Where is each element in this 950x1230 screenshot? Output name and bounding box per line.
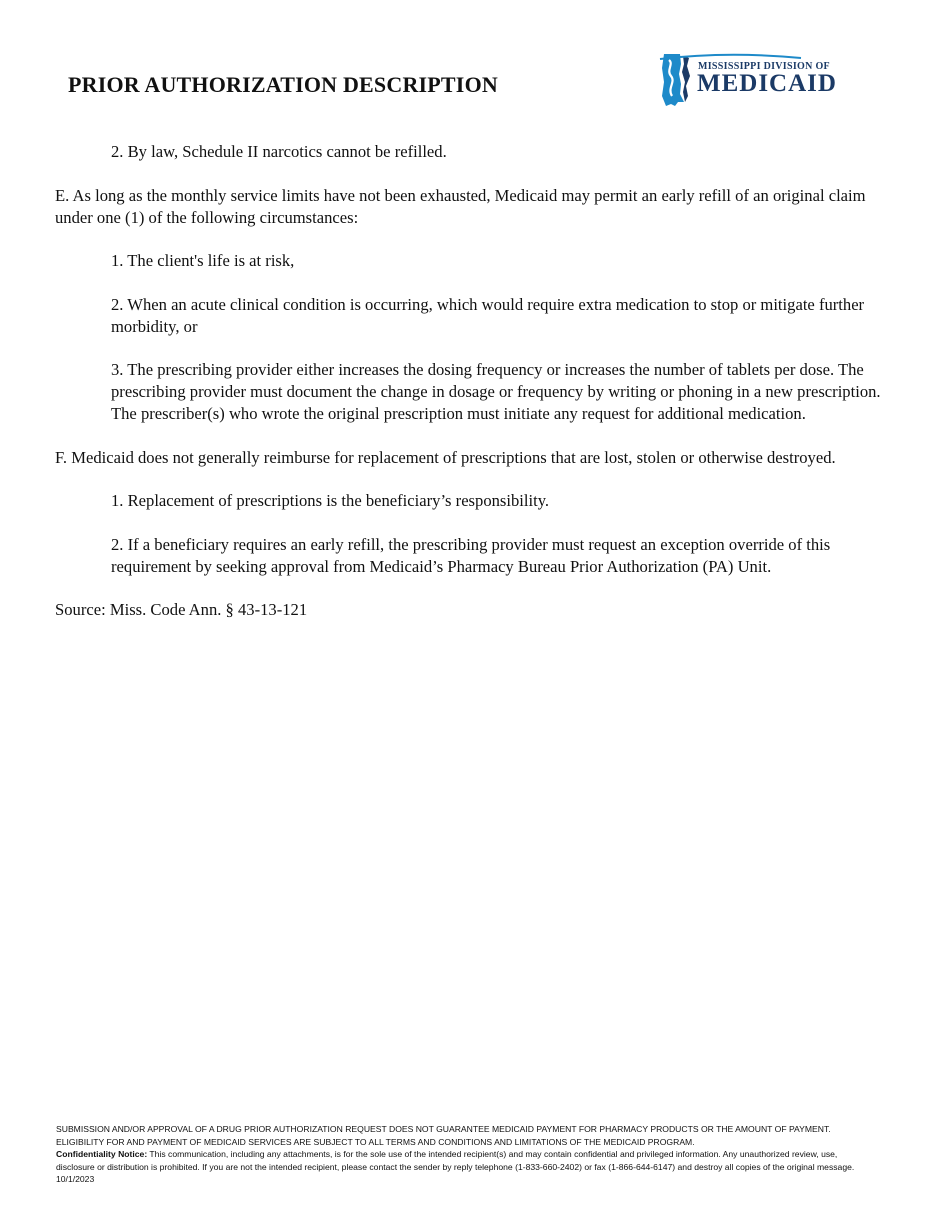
logo-main-text: MEDICAID (697, 70, 837, 97)
source-citation: Source: Miss. Code Ann. § 43-13-121 (55, 600, 308, 619)
paragraph-f2: 2. If a beneficiary requires an early refill, the prescribing provider must request an exception override of this requirement by seeking approval from Medicaid’s Pharmacy Bureau Prior Authorization (PA) Unit. (111, 534, 831, 576)
page-title: PRIOR AUTHORIZATION DESCRIPTION (68, 72, 498, 97)
logo-swoosh-icon (658, 52, 803, 62)
footer-disclaimer (56, 1123, 901, 1186)
paragraph-e3: 3. The prescribing provider either increases the dosing frequency or increases the number of tablets per dose. The prescribing provider must document the change in dosage or frequency by writing or phoning in a new prescription. The prescriber(s) who wrote the original prescription must initiate any request for additional medication. (111, 360, 881, 423)
paragraph-section-e: E. As long as the monthly service limits have not been exhausted, Medicaid may permit an early refill of an original claim under one (1) of the following circumstances: (55, 185, 866, 227)
footer-confidentiality-line-1 (56, 1148, 901, 1161)
paragraph-section-f: F. Medicaid does not generally reimburse for replacement of prescriptions that are lost, stolen or otherwise destroyed. (55, 447, 836, 467)
footer-date: 10/1/2023 (56, 1174, 95, 1185)
footer-disclaimer-line-1: SUBMISSION AND/OR APPROVAL OF A DRUG PRIOR AUTHORIZATION REQUEST DOES NOT GUARANTEE MEDICAID PAYMENT FOR PHARMACY PRODUCTS OR THE AMOUNT OF PAYMENT. (56, 1124, 831, 1134)
footer-disclaimer-line-2: ELIGIBILITY FOR AND PAYMENT OF MEDICAID SERVICES ARE SUBJECT TO ALL TERMS AND CONDITIONS AND LIMITATIONS OF THE MEDICAID PROGRAM. (56, 1136, 695, 1147)
paragraph-f1: 1. Replacement of prescriptions is the beneficiary’s responsibility. (111, 491, 550, 510)
medicaid-logo (658, 52, 848, 112)
paragraph-e2: 2. When an acute clinical condition is occurring, which would require extra medication to stop or mitigate further morbidity, or (111, 294, 865, 336)
document-body (55, 141, 895, 643)
footer-confidentiality-line-2: disclosure or distribution is prohibited. If you are not the intended recipient, please contact the sender by reply telephone (1-833-660-2402) or fax (1-866-644-6147) and destroy all copies of the original message. (56, 1161, 855, 1172)
logo-top-text: MISSISSIPPI DIVISION OF (698, 61, 830, 72)
confidentiality-label: Confidentiality Notice: (56, 1149, 148, 1160)
paragraph-e1: 1. The client's life is at risk, (111, 251, 295, 270)
paragraph-schedule-ii: 2. By law, Schedule II narcotics cannot be refilled. (111, 142, 447, 161)
confidentiality-text-1: This communication, including any attachments, is for the sole use of the intended recipient(s) and may contain confidential and privileged information. Any unauthorized review, use, (147, 1149, 838, 1160)
